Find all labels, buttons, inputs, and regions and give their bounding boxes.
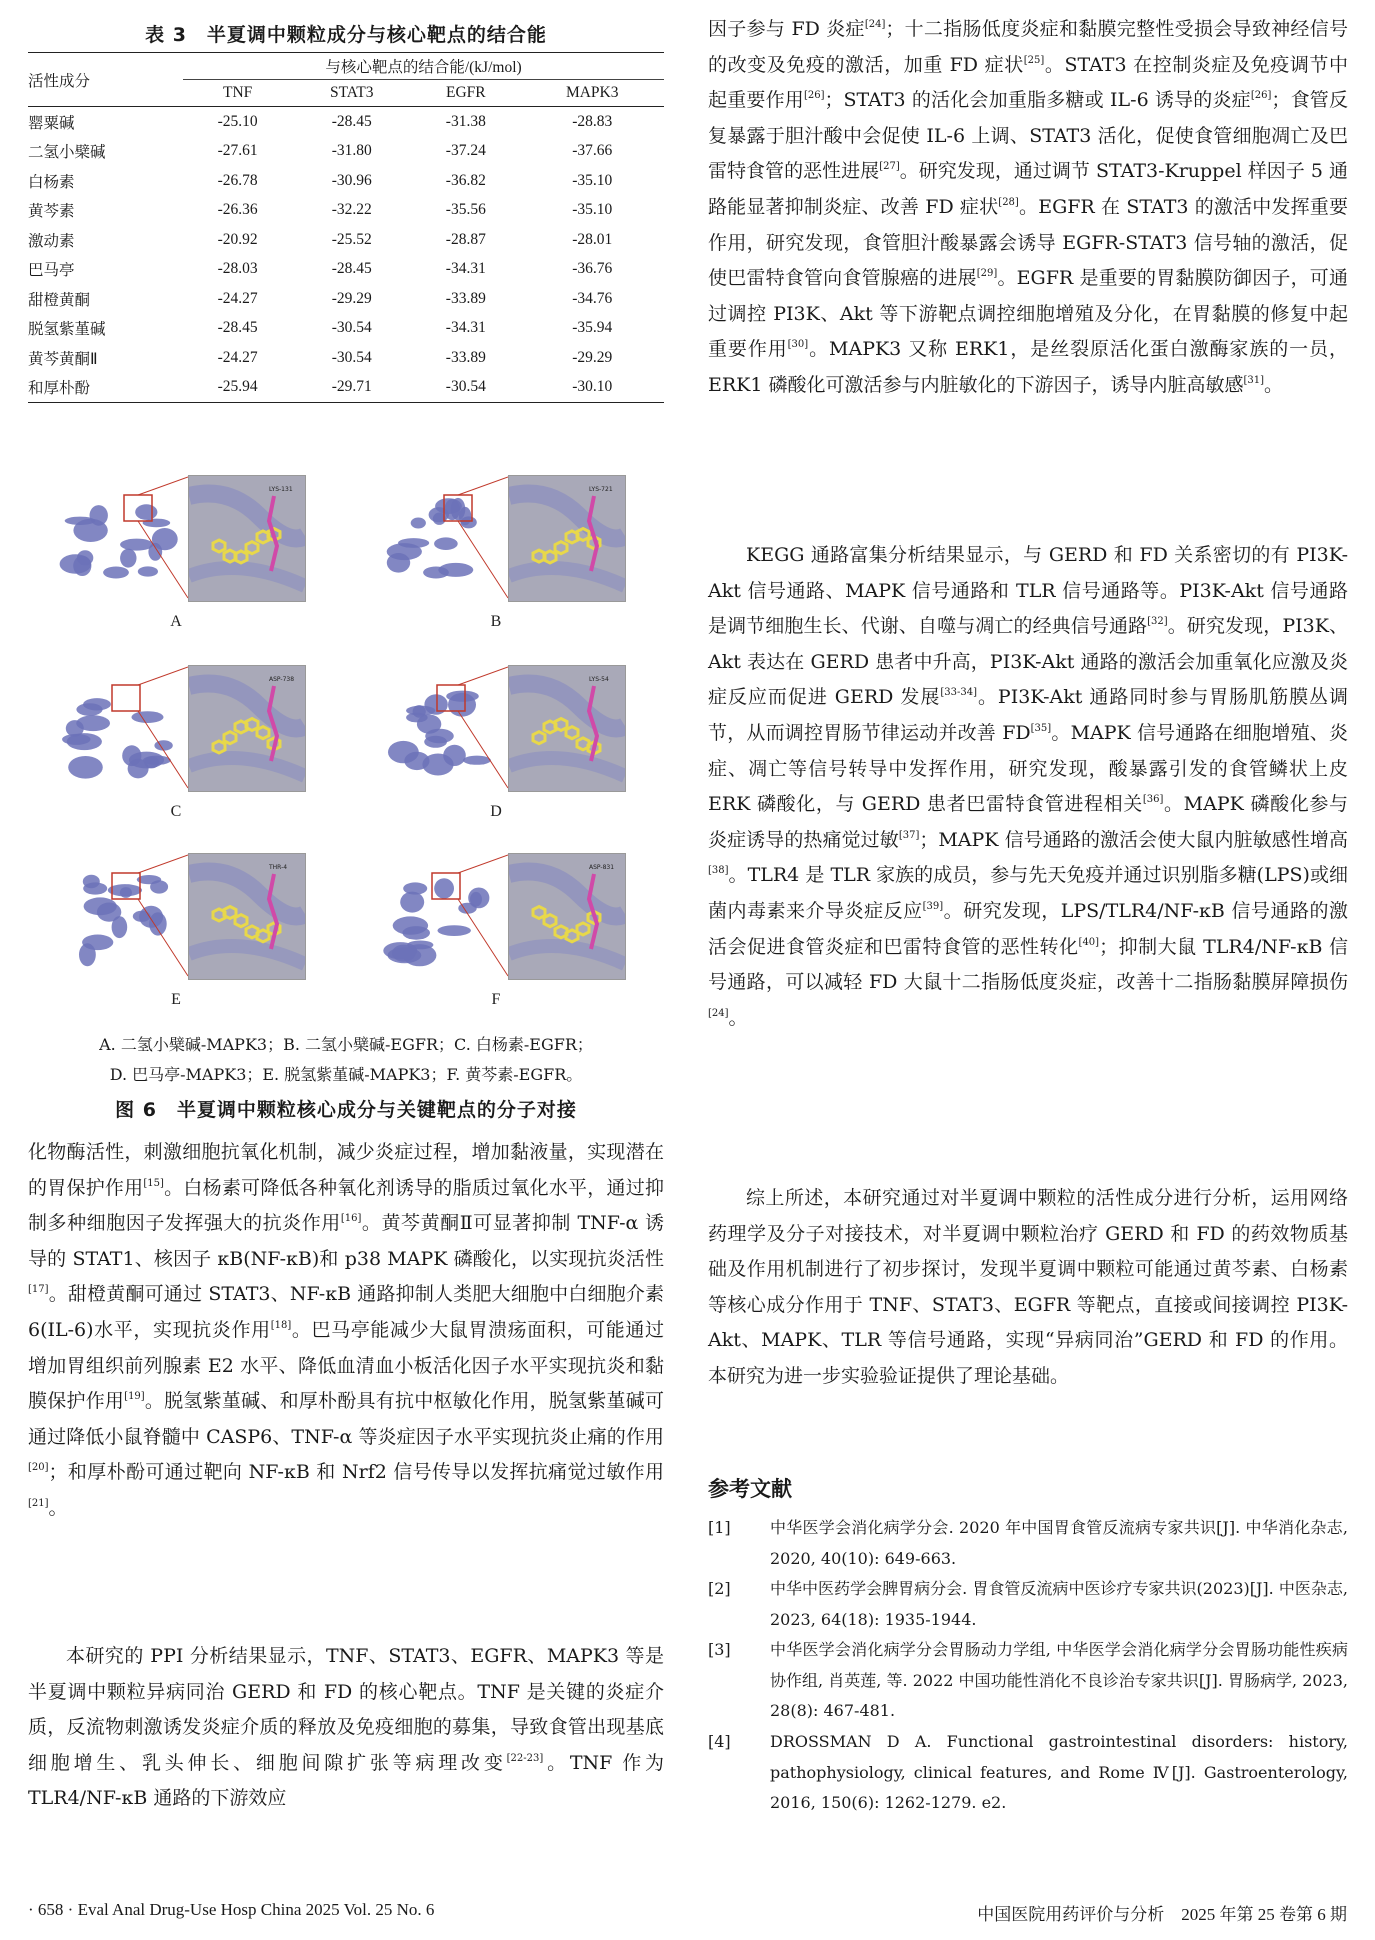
panel-label: B [490,613,502,630]
ingredient-name: 罂粟碱 [28,114,75,132]
body-paragraph: 综上所述，本研究通过对半夏调中颗粒的活性成分进行分析，运用网络药理学及分子对接技术，对半夏调中颗粒治疗 GERD 和 FD 的药效物质基础及作用机制进行了初步探讨，发现半夏调中颗粒可能通过黄芩素、白杨素等核心成分作用于 TNF、STAT3、EGFR 等靶点，直接或间接调控 PI3K-Akt、MAPK、TLR 等信号通路，实现“异病同治”GERD 和 FD 的作用。本研究为进一步实验验证提供了理论基础。 [708,1187,1348,1387]
protein-overview-image [368,665,508,790]
binding-energy-value: -28.45 [331,260,372,278]
binding-energy-value: -25.94 [183,373,292,403]
body-paragraph: KEGG 通路富集分析结果显示，与 GERD 和 FD 关系密切的有 PI3K-Akt 信号通路、MAPK 信号通路和 TLR 信号通路等。PI3K-Akt 信号通路是调节细胞生长、代谢、自噬与凋亡的经典信号通路[32]。研究发现，PI3K、Akt 表达在 GERD 患者中升高，PI3K-Akt 通路的激活会加重氧化应激及炎症反应而促进 GERD 发展[33-34]。PI3K-Akt 通路同时参与胃肠肌筋膜丛调节，从而调控胃肠节律运动并改善 FD[35]。MAPK 信号通路在细胞增殖、炎症、凋亡等信号转导中发挥作用，研究发现，酸暴露引发的食管鳞状上皮 ERK 磷酸化，与 GERD 患者巴雷特食管进程相关[36]。MAPK 磷酸化参与炎症诱导的热痛觉过敏[37]；MAPK 信号通路的激活会使大鼠内脏敏感性增高[38]。TLR4 是 TLR 家族的成员，参与先天免疫并通过识别脂多糖(LPS)或细菌内毒素来介导炎症反应[39]。研究发现，LPS/TLR4/NF-κB 信号通路的激活会促进食管炎症和巴雷特食管的恶性转化[40]；抑制大鼠 TLR4/NF-κB 信号通路，可以减轻 FD 大鼠十二指肠低度炎症，改善十二指肠黏膜屏障损伤[24]。 [708,544,1348,1029]
binding-energy-value: -25.10 [217,112,258,130]
binding-site-zoom-image [188,665,306,792]
reference-text: DROSSMAN D A. Functional gastrointestinal disorders: history, pathophysiology, clinical features, and Rome Ⅳ[J]. Gastroenterology, 2016, 150(6): 1262-1279. e2. [770,1732,1348,1812]
table-row [28,137,664,167]
column-header: TNF [183,80,292,107]
table-row [28,343,664,373]
svg-text:ASP-831: ASP-831 [589,864,615,871]
binding-energy-value: -35.94 [572,319,613,337]
binding-energy-value: -30.54 [411,373,520,403]
binding-energy-value: -24.27 [217,289,258,307]
reference-number: [1] [708,1518,731,1537]
protein-overview-image [48,665,188,790]
binding-energy-value: -28.45 [331,112,372,130]
references-heading: 参考文献 [708,1477,792,1501]
table-row [28,314,664,344]
binding-energy-value: -34.76 [572,289,613,307]
binding-energy-table [28,52,664,403]
body-paragraph: 本研究的 PPI 分析结果显示，TNF、STAT3、EGFR、MAPK3 等是半夏调中颗粒异病同治 GERD 和 FD 的核心靶点。TNF 是关键的炎症介质，反流物刺激诱发炎症介质的释放及免疫细胞的募集，导致食管出现基底细胞增生、乳头伸长、细胞间隙扩张等病理改变[22-23]。TNF 作为 TLR4/NF-κB 通路的下游效应 [28,1645,664,1810]
panel-label: C [170,803,182,820]
panel-label: E [171,991,181,1008]
binding-energy-value: -20.92 [217,230,258,248]
binding-energy-value: -30.54 [331,319,372,337]
binding-energy-value: -24.27 [217,348,258,366]
reference-text: 中华中医药学会脾胃病分会. 胃食管反流病中医诊疗专家共识(2023)[J]. 中医杂志, 2023, 64(18): 1935-1944. [770,1579,1348,1629]
reference-item [708,1635,1348,1727]
table-row [28,255,664,285]
group-header: 与核心靶点的结合能/(kJ/mol) [183,53,664,80]
body-paragraph: 化物酶活性，刺激细胞抗氧化机制，减少炎症过程，增加黏液量，实现潜在的胃保护作用[15]。白杨素可降低各种氧化剂诱导的脂质过氧化水平，通过抑制多种细胞因子发挥强大的抗炎作用[16]。黄芩黄酮Ⅱ可显著抑制 TNF-α 诱导的 STAT1、核因子 κB(NF-κB)和 p38 MAPK 磷酸化，以实现抗炎活性[17]。甜橙黄酮可通过 STAT3、NF-κB 通路抑制人类肥大细胞中白细胞介素 6(IL-6)水平，实现抗炎作用[18]。巴马亭能减少大鼠胃溃疡面积，可能通过增加胃组织前列腺素 E2 水平、降低血清血小板活化因子水平实现抗炎和黏膜保护作用[19]。脱氢紫堇碱、和厚朴酚具有抗中枢敏化作用，脱氢紫堇碱可通过降低小鼠脊髓中 CASP6、TNF-α 等炎症因子水平实现抗炎止痛的作用[20]；和厚朴酚可通过靶向 NF-κB 和 Nrf2 信号传导以发挥抗痛觉过敏作用[21]。 [28,1141,664,1519]
binding-energy-value: -34.31 [445,260,486,278]
binding-energy-value: -29.29 [331,289,372,307]
protein-overview-image [48,853,188,978]
table-row [28,284,664,314]
binding-energy-value: -30.10 [520,373,664,403]
binding-energy-value: -35.10 [572,171,613,189]
caption-line: A. 二氢小檗碱-MAPK3；B. 二氢小檗碱-EGFR；C. 白杨素-EGFR； [99,1035,593,1054]
protein-overview-image [368,475,508,600]
footer-right: 中国医院用药评价与分析 2025 年第 25 卷第 6 期 [977,1905,1347,1924]
svg-text:THR-4: THR-4 [269,864,288,871]
reference-item [708,1574,1348,1635]
binding-energy-value: -28.83 [572,112,613,130]
ingredient-name: 黄芩素 [28,203,75,221]
binding-energy-value: -35.56 [445,201,486,219]
footer-left: · 658 · Eval Anal Drug-Use Hosp China 2025 Vol. 25 No. 6 [28,1900,435,1919]
binding-energy-value: -29.71 [292,373,411,403]
binding-site-zoom-image [188,475,306,602]
reference-item [708,1513,1348,1574]
binding-energy-value: -35.10 [572,201,613,219]
panel-label: A [170,613,182,630]
protein-overview-image [48,475,188,600]
binding-energy-value: -37.66 [572,142,613,160]
binding-energy-value: -29.29 [572,348,613,366]
ingredient-name: 甜橙黄酮 [28,291,91,309]
binding-energy-value: -28.87 [445,230,486,248]
svg-text:ASP-738: ASP-738 [269,676,295,683]
caption-line: D. 巴马亭-MAPK3；E. 脱氢紫堇碱-MAPK3；F. 黄芩素-EGFR。 [109,1065,583,1084]
binding-energy-value: -33.89 [445,289,486,307]
binding-energy-value: -27.61 [217,142,258,160]
table-row [28,196,664,226]
binding-energy-value: -32.22 [331,201,372,219]
ingredient-name: 白杨素 [28,173,75,191]
table-row [28,166,664,196]
ingredient-name: 巴马亭 [28,262,75,280]
svg-text:LYS-721: LYS-721 [589,486,613,493]
table-title: 表 3 半夏调中颗粒成分与核心靶点的结合能 [145,24,547,46]
table-row [28,373,664,403]
column-header: MAPK3 [520,80,664,107]
column-header: STAT3 [292,80,411,107]
reference-text: 中华医学会消化病学分会. 2020 年中国胃食管反流病专家共识[J]. 中华消化杂志, 2020, 40(10): 649-663. [770,1518,1348,1568]
table-row [28,107,664,137]
panel-label: D [490,803,502,820]
body-paragraph: 因子参与 FD 炎症[24]；十二指肠低度炎症和黏膜完整性受损会导致神经信号的改变及免疫的激活，加重 FD 症状[25]。STAT3 在控制炎症及免疫调节中起重要作用[26]；STAT3 的活化会加重脂多糖或 IL-6 诱导的炎症[26]；食管反复暴露于胆汁酸中会促使 IL-6 上调、STAT3 活化，促使食管细胞凋亡及巴雷特食管的恶性进展[27]。研究发现，通过调节 STAT3-Kruppel 样因子 5 通路能显著抑制炎症、改善 FD 症状[28]。EGFR 在 STAT3 的激活中发挥重要作用，研究发现，食管胆汁酸暴露会诱导 EGFR-STAT3 信号轴的激活，促使巴雷特食管向食管腺癌的进展[29]。EGFR 是重要的胃黏膜防御因子，可通过调控 PI3K、Akt 等下游靶点调控细胞增殖及分化，在胃黏膜的修复中起重要作用[30]。MAPK3 又称 ERK1，是丝裂原活化蛋白激酶家族的一员，ERK1 磷酸化可激活参与内脏敏化的下游因子，诱导内脏高敏感[31]。 [708,18,1348,396]
binding-site-zoom-image [188,853,306,980]
protein-overview-image [368,853,508,978]
binding-energy-value: -30.96 [331,171,372,189]
binding-energy-value: -30.54 [331,348,372,366]
column-header-ingredient: 活性成分 [28,53,183,107]
binding-site-zoom-image [508,665,626,792]
ingredient-name: 和厚朴酚 [28,373,183,403]
binding-energy-value: -36.82 [445,171,486,189]
binding-site-zoom-image [508,475,626,602]
ingredient-name: 激动素 [28,232,75,250]
figure-caption [28,1030,664,1090]
ingredient-name: 二氢小檗碱 [28,144,106,162]
binding-energy-value: -25.52 [331,230,372,248]
binding-energy-value: -33.89 [445,348,486,366]
panel-label: F [491,991,501,1008]
binding-energy-value: -28.45 [217,319,258,337]
svg-text:LYS-131: LYS-131 [269,486,293,493]
ingredient-name: 黄芩黄酮Ⅱ [28,350,98,368]
reference-number: [3] [708,1640,731,1659]
binding-energy-value: -31.80 [331,142,372,160]
binding-energy-value: -28.03 [217,260,258,278]
svg-text:LYS-54: LYS-54 [589,676,609,683]
reference-text: 中华医学会消化病学分会胃肠动力学组, 中华医学会消化病学分会胃肠功能性疾病协作组, 肖英莲, 等. 2022 中国功能性消化不良诊治专家共识[J]. 胃肠病学, 2023, 28(8): 467-481. [770,1640,1348,1720]
binding-energy-value: -26.36 [217,201,258,219]
ingredient-name: 脱氢紫堇碱 [28,321,106,339]
binding-site-zoom-image [508,853,626,980]
binding-energy-value: -36.76 [572,260,613,278]
reference-number: [2] [708,1579,731,1598]
binding-energy-value: -28.01 [572,230,613,248]
binding-energy-value: -26.78 [217,171,258,189]
binding-energy-value: -31.38 [445,112,486,130]
reference-item [708,1727,1348,1819]
table-row [28,225,664,255]
figure-6-docking [48,475,668,1021]
binding-energy-value: -37.24 [445,142,486,160]
figure-title: 图 6 半夏调中颗粒核心成分与关键靶点的分子对接 [115,1099,577,1121]
reference-number: [4] [708,1732,731,1751]
column-header: EGFR [411,80,520,107]
binding-energy-value: -34.31 [445,319,486,337]
